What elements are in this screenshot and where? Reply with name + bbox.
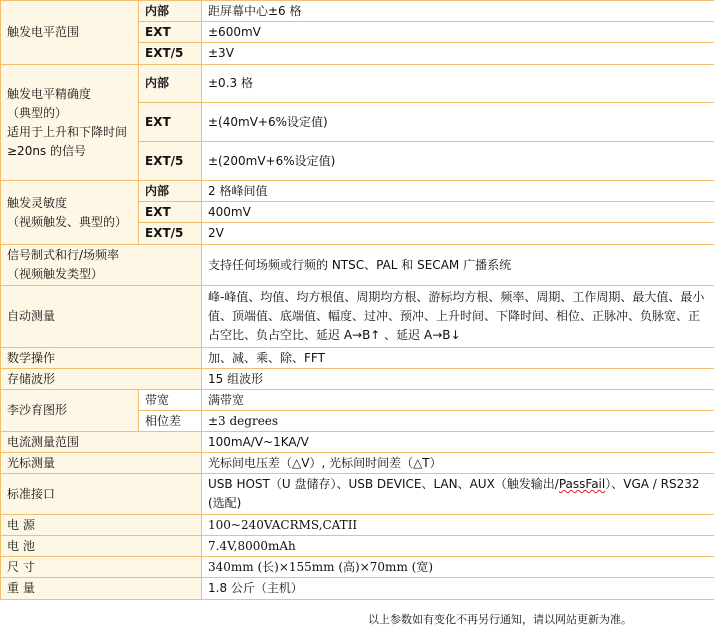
table-row xyxy=(1,245,714,286)
trigger-sensitivity-ext-value: 400mV xyxy=(202,202,714,223)
trigger-range-ext-value: ±600mV xyxy=(202,22,714,43)
interface-value-part: ）、VGA / RS232 (选配) xyxy=(208,477,700,510)
lissajous-label: 李沙育图形 xyxy=(1,390,139,432)
trigger-accuracy-label-line: 触发电平精确度 xyxy=(7,86,92,101)
auto-measure-label: 自动测量 xyxy=(1,286,202,348)
table-row xyxy=(1,65,714,103)
cursor-value: 光标间电压差（△V）, 光标间时间差（△T） xyxy=(202,453,714,474)
table-row xyxy=(1,432,714,453)
trigger-sensitivity-label-line: 触发灵敏度 xyxy=(7,195,68,210)
trigger-sensitivity-label xyxy=(1,181,139,245)
math-label: 数学操作 xyxy=(1,348,202,369)
interface-value-passfail: PassFail xyxy=(558,477,606,491)
weight-label: 重 量 xyxy=(1,578,202,600)
video-format-label-line: 信号制式和行/场频率 xyxy=(7,248,120,262)
footer-note: 以上参数如有变化不再另行通知，请以网站更新为准。 xyxy=(368,613,632,626)
trigger-accuracy-label-line: 适用于上升和下降时间 xyxy=(7,124,128,139)
lissajous-phase-value: ±3 degrees xyxy=(202,411,714,432)
trigger-sensitivity-internal-label: 内部 xyxy=(139,181,202,202)
table-row xyxy=(1,474,714,515)
trigger-accuracy-label-line: （典型的） xyxy=(7,105,68,120)
table-row xyxy=(1,536,714,557)
battery-label: 电 池 xyxy=(1,536,202,557)
trigger-accuracy-label xyxy=(1,65,139,181)
power-label: 电 源 xyxy=(1,515,202,536)
trigger-sensitivity-ext5-value: 2V xyxy=(202,223,714,245)
interface-value-part: USB HOST（U 盘储存）、USB DEVICE、LAN、AUX（触发输出/ xyxy=(208,477,559,491)
table-row xyxy=(1,515,714,536)
trigger-range-ext5-label: EXT/5 xyxy=(139,43,202,65)
interface-label: 标准接口 xyxy=(1,474,202,515)
table-row xyxy=(1,1,714,22)
table-row xyxy=(1,348,714,369)
size-value: 340mm (长)×155mm (高)×70mm (宽) xyxy=(202,557,714,578)
table-row xyxy=(1,369,714,390)
trigger-accuracy-ext5-value: ±(200mV+6%设定值) xyxy=(202,142,714,181)
trigger-accuracy-label-line: ≥20ns 的信号 xyxy=(7,143,86,158)
battery-value: 7.4V,8000mAh xyxy=(202,536,714,557)
trigger-accuracy-internal-label: 内部 xyxy=(139,65,202,103)
trigger-range-label: 触发电平范围 xyxy=(1,1,139,65)
trigger-range-ext-label: EXT xyxy=(139,22,202,43)
lissajous-bandwidth-value: 满带宽 xyxy=(202,390,714,411)
table-row xyxy=(1,453,714,474)
trigger-accuracy-internal-value: ±0.3 格 xyxy=(202,65,714,103)
math-value: 加、减、乘、除、FFT xyxy=(202,348,714,369)
trigger-accuracy-ext-value: ±(40mV+6%设定值) xyxy=(202,103,714,142)
trigger-accuracy-ext-label: EXT xyxy=(139,103,202,142)
table-row xyxy=(1,578,714,600)
power-value: 100~240VACRMS,CATII xyxy=(202,515,714,536)
table-row xyxy=(1,557,714,578)
trigger-sensitivity-ext-label: EXT xyxy=(139,202,202,223)
lissajous-phase-label: 相位差 xyxy=(139,411,202,432)
current-range-label: 电流测量范围 xyxy=(1,432,202,453)
trigger-range-ext5-value: ±3V xyxy=(202,43,714,65)
trigger-range-internal-value: 距屏幕中心±6 格 xyxy=(202,1,714,22)
storage-value: 15 组波形 xyxy=(202,369,714,390)
video-format-label xyxy=(1,245,202,286)
weight-value: 1.8 公斤（主机） xyxy=(202,578,714,600)
trigger-sensitivity-label-line: （视频触发、典型的） xyxy=(7,214,128,229)
cursor-label: 光标测量 xyxy=(1,453,202,474)
trigger-sensitivity-ext5-label: EXT/5 xyxy=(139,223,202,245)
table-row xyxy=(1,390,714,411)
trigger-accuracy-ext5-label: EXT/5 xyxy=(139,142,202,181)
storage-label: 存储波形 xyxy=(1,369,202,390)
video-format-value: 支持任何场频或行频的 NTSC、PAL 和 SECAM 广播系统 xyxy=(202,245,714,286)
trigger-sensitivity-internal-value: 2 格峰间值 xyxy=(202,181,714,202)
auto-measure-value: 峰-峰值、均值、均方根值、周期均方根、游标均方根、频率、周期、工作周期、最大值、最小值、顶端值、底端值、幅度、过冲、预冲、上升时间、下降时间、相位、正脉冲、负脉宽、正占空比、负占空比、延迟 A→B↑ 、延迟 A→B↓ xyxy=(202,286,714,348)
video-format-label-line: （视频触发类型） xyxy=(7,267,104,281)
lissajous-bandwidth-label: 带宽 xyxy=(139,390,202,411)
interface-value xyxy=(202,474,714,515)
table-row xyxy=(1,286,714,348)
size-label: 尺 寸 xyxy=(1,557,202,578)
trigger-range-internal-label: 内部 xyxy=(139,1,202,22)
table-row xyxy=(1,181,714,202)
current-range-value: 100mA/V~1KA/V xyxy=(202,432,714,453)
